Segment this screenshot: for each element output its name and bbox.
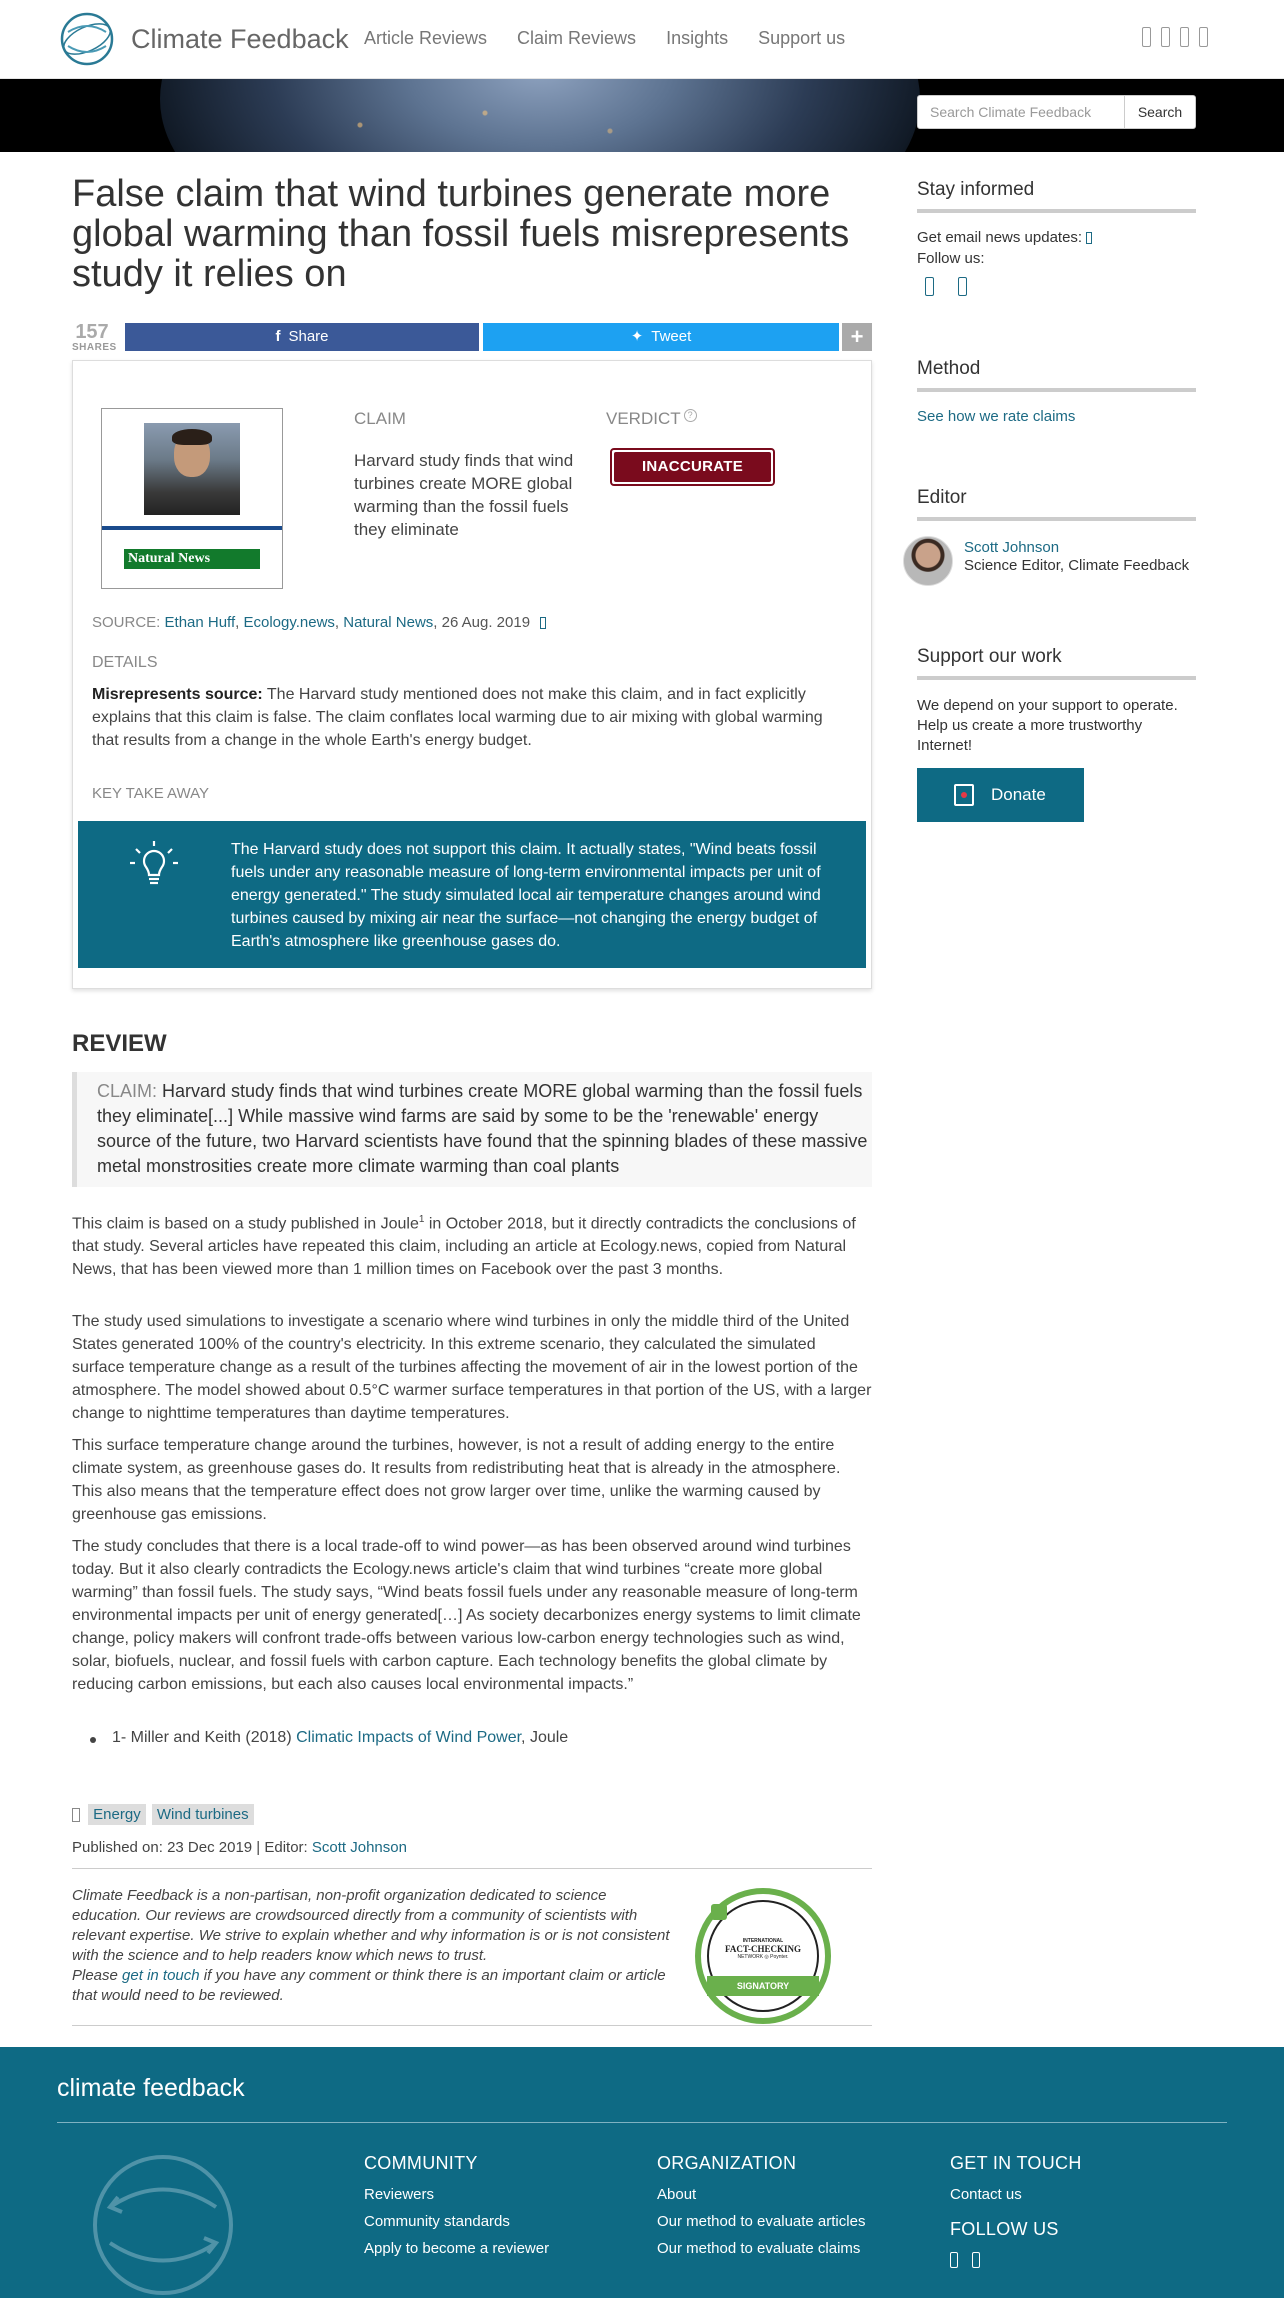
author-photo [144, 423, 240, 515]
site-name[interactable]: Climate Feedback [131, 24, 349, 54]
claim-quote: CLAIM: Harvard study finds that wind turbines create MORE global warming than the fossil fuels they eliminate[...] While massive wind farms are said by some to be the 'renewable' energy source of the future, two Harvard scientists have found that the spinning blades of these massive metal monstrosities create more climate warming than coal plants [72, 1072, 872, 1187]
page-title: False claim that wind turbines generate more global warming than fossil fuels misrepresents study it relies on [72, 173, 850, 295]
source-thumbnail[interactable] [101, 408, 283, 589]
editor-role: Science Editor, Climate Feedback [964, 557, 1190, 574]
footer [0, 2047, 1284, 2298]
see-how-we-rate-link[interactable]: See how we rate claims [917, 408, 1076, 425]
review-paragraph: This surface temperature change around the turbines, however, is not a result of adding energy to the entire climate system, as greenhouse gases do. It results from redistributing heat that is already in the atmosphere. This also means that the temperature effect does not grow larger over time, unlike the warming caused by greenhouse gas emissions. [72, 1437, 841, 1523]
footer-link-apply-reviewer[interactable]: Apply to become a reviewer [364, 2240, 550, 2257]
footer-link-reviewers[interactable]: Reviewers [364, 2186, 435, 2203]
footer-globe-logo-icon [90, 2152, 236, 2298]
reference-link[interactable]: Climatic Impacts of Wind Power [296, 1729, 522, 1746]
tag-list [72, 1804, 256, 1825]
tag-icon [72, 1808, 80, 1822]
donate-button[interactable]: Donate [917, 768, 1084, 822]
ifcn-signatory-badge[interactable]: INTERNATIONAL FACT-CHECKING NETWORK ◎ Poynter. SIGNATORY [695, 1888, 831, 2024]
details-text: Misrepresents source: The Harvard study mentioned does not make this claim, and in fact explicitly explains that this claim is false. The claim conflates local warming due to air mixing with global warming that results from a change in the whole Earth's energy budget. [92, 686, 823, 749]
follow-icons [925, 277, 967, 296]
main-nav [364, 28, 845, 49]
lightbulb-icon [126, 837, 182, 893]
divider [72, 1868, 872, 1869]
divider [72, 2025, 872, 2026]
search-input[interactable]: Search Climate Feedback [917, 95, 1125, 129]
twitter-tweet-button[interactable]: ✦ Tweet [483, 323, 839, 351]
twitter-icon[interactable] [972, 2252, 980, 2268]
source-line: SOURCE: Ethan Huff, Ecology.news, Natural News, 26 Aug. 2019 [92, 614, 546, 631]
natural-news-logo: Natural News [124, 549, 260, 569]
archive-icon[interactable] [540, 617, 546, 629]
claim-label: CLAIM [354, 409, 406, 428]
stay-informed-heading: Stay informed [917, 179, 1196, 213]
twitter-icon[interactable] [958, 277, 967, 296]
details-label: DETAILS [92, 654, 158, 671]
nav-article-reviews[interactable]: Article Reviews [364, 28, 488, 48]
top-navbar [0, 0, 1284, 79]
key-takeaway-box [78, 821, 866, 968]
nav-support-us[interactable]: Support us [758, 28, 846, 48]
method-heading: Method [917, 358, 1196, 392]
footer-organization: ORGANIZATION About Our method to evaluate articles Our method to evaluate claims [657, 2153, 866, 2257]
donate-heart-icon [954, 784, 974, 806]
search-button[interactable]: Search [1125, 95, 1196, 129]
reference-item: 1- Miller and Keith (2018) Climatic Impacts of Wind Power, Joule [112, 1729, 569, 1746]
verdict-badge: INACCURATE [610, 448, 775, 486]
source-author-link[interactable]: Ethan Huff [164, 614, 236, 631]
footer-link-method-claims[interactable]: Our method to evaluate claims [657, 2240, 861, 2257]
published-info: Published on: 23 Dec 2019 | Editor: Scott Johnson [72, 1839, 407, 1856]
tag-wind-turbines[interactable]: Wind turbines [152, 1804, 254, 1825]
editor-avatar[interactable] [903, 536, 953, 586]
editor-link[interactable]: Scott Johnson [311, 1839, 407, 1856]
climate-feedback-logo-icon[interactable] [60, 12, 114, 66]
editor-heading: Editor [917, 487, 1196, 521]
footer-brand[interactable]: climate feedback [57, 2074, 245, 2102]
twitter-bird-icon: ✦ [630, 328, 644, 345]
footer-link-about[interactable]: About [657, 2186, 697, 2203]
claim-text: Harvard study finds that wind turbines create MORE global warming than the fossil fuels they eliminate [354, 451, 574, 539]
review-paragraph: The study used simulations to investigate a scenario where wind turbines in only the middle third of the United States generated 100% of the country's electricity. In this extreme scenario, they calculated the simulated surface temperature change as a result of the turbines affecting the movement of air in the lowest portion of the atmosphere. The model showed about 0.5°C warmer surface temperatures in that portion of the US, with a larger change to nighttime temperatures than daytime temperatures. [72, 1313, 872, 1422]
header-social-icons [1142, 27, 1208, 47]
verdict-label: VERDICT ? [606, 409, 697, 429]
help-icon[interactable]: ? [684, 409, 697, 422]
key-takeaway-text: The Harvard study does not support this claim. It actually states, "Wind beats fossil fuels under any reasonable measure of long-term environmental impacts per unit of energy generated." The study simulated local air temperature changes around wind turbines caused by mixing air near the surface—not changing the energy budget of Earth's atmosphere like greenhouse gases do. [231, 841, 821, 950]
facebook-share-button[interactable]: f Share [125, 323, 479, 351]
source-outlet-link[interactable]: Natural News [343, 614, 434, 631]
tag-energy[interactable]: Energy [88, 1804, 146, 1825]
footer-link-contact[interactable]: Contact us [950, 2186, 1022, 2203]
twitter-icon[interactable] [1161, 27, 1170, 47]
footer-link-community-standards[interactable]: Community standards [364, 2213, 510, 2230]
email-icon[interactable] [1086, 232, 1092, 244]
support-heading: Support our work [917, 646, 1196, 680]
key-takeaway-label: KEY TAKE AWAY [92, 785, 209, 802]
support-text: We depend on your support to operate. Help us create a more trustworthy Internet! [917, 697, 1178, 754]
footer-link-method-articles[interactable]: Our method to evaluate articles [657, 2213, 866, 2230]
nav-insights[interactable]: Insights [666, 28, 729, 48]
share-count: 157 SHARES [72, 321, 117, 353]
more-share-button[interactable]: + [842, 323, 872, 351]
review-heading: REVIEW [72, 1030, 167, 1057]
facebook-icon[interactable] [950, 2252, 958, 2268]
review-paragraph: This claim is based on a study published in Joule$^1$ in October 2018, but it directly contradicts the conclusions of that study. Several articles have repeated this claim, including an article at Ecology.news, copied from Natural News, that has been viewed more than 1 million times on Facebook over the past 3 months. [72, 1214, 856, 1279]
footnote-ref[interactable]: 1 [418, 1214, 425, 1225]
rss-icon[interactable] [1199, 27, 1208, 47]
source-site-link[interactable]: Ecology.news [243, 614, 335, 631]
claim-review-card [72, 360, 872, 989]
follow-us-label: Follow us: [917, 250, 985, 267]
get-in-touch-link[interactable]: get in touch [122, 1967, 200, 1984]
email-updates: Get email news updates: [917, 228, 1092, 248]
facebook-icon: f [275, 328, 281, 345]
review-paragraph: The study concludes that there is a local trade-off to wind power—as has been observed around wind turbines today. But it also clearly contradicts the Ecology.news article's claim that wind turbines “create more global warming” than fossil fuels. The study says, “Wind beats fossil fuels under any reasonable measure of long-term environmental impacts per unit of energy generated[…] As society decarbonizes energy systems to limit climate change, policy makers will confront trade-offs between various low-carbon energy technologies such as wind, solar, biofuels, nuclear, and fossil fuels with carbon capture. Each technology benefits the global climate by reducing carbon emissions, but each also causes local environmental impacts.” [72, 1538, 861, 1693]
linkedin-icon[interactable] [1180, 27, 1189, 47]
footer-get-in-touch: GET IN TOUCH Contact us FOLLOW US [950, 2153, 1082, 2268]
footer-community: COMMUNITY Reviewers Community standards Apply to become a reviewer [364, 2153, 550, 2257]
editor-name-link[interactable]: Scott Johnson [964, 539, 1060, 556]
facebook-icon[interactable] [925, 277, 934, 296]
nav-claim-reviews[interactable]: Claim Reviews [517, 28, 637, 48]
about-text: Climate Feedback is a non-partisan, non-profit organization dedicated to science education. Our reviews are crowdsourced directly from a community of scientists with relevant expertise. We strive to explain whether and why information is or is not consistent with the science and to help readers know which news to trust. Please get in touch if you have any comment or think there is an important claim or article that would need to be reviewed. [72, 1887, 670, 2004]
facebook-icon[interactable] [1142, 27, 1151, 47]
